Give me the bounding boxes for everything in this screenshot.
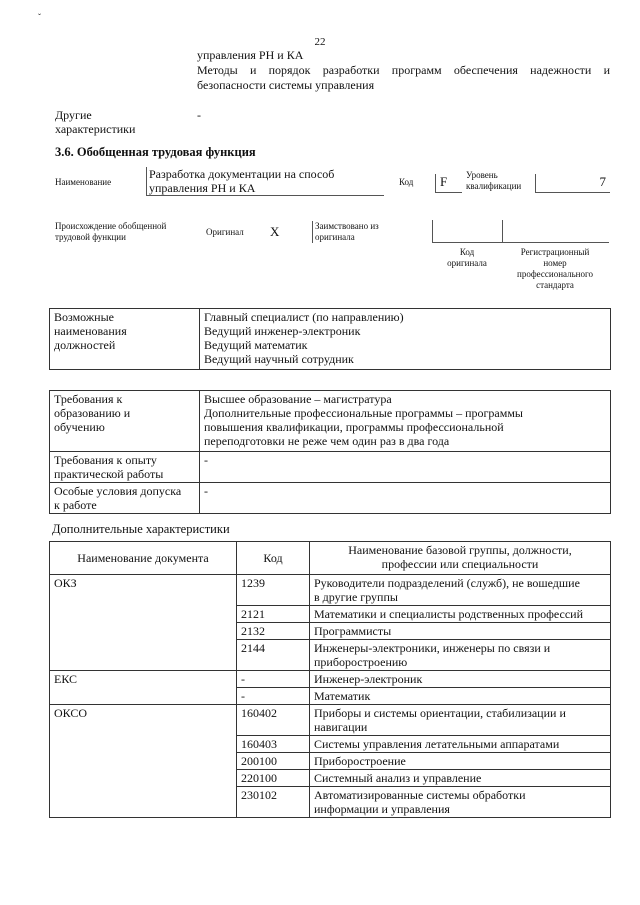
position-item: Ведущий научный сотрудник: [204, 352, 354, 366]
special-conditions-label: Особые условия допуска к работе: [50, 483, 200, 514]
additional-table: [49, 541, 611, 818]
code-value: F: [435, 174, 462, 193]
experience-value: -: [200, 452, 611, 483]
row-code: -: [237, 671, 310, 688]
row-name: Математик: [310, 688, 611, 705]
position-item: Ведущий математик: [204, 338, 308, 352]
origin-label: Происхождение обобщенной трудовой функции: [55, 221, 167, 242]
original-code-caption: Код оригинала: [447, 247, 487, 268]
positions-list: [200, 309, 611, 370]
position-item: Ведущий инженер-электроник: [204, 324, 361, 338]
col-header-code: Код: [237, 542, 310, 575]
row-name: Системы управления летательными аппаратами: [310, 736, 611, 753]
row-code: 230102: [237, 787, 310, 818]
function-name-value: Разработка документации на способ управления РН и КА: [146, 167, 384, 196]
original-mark: X: [270, 224, 280, 239]
registration-number-caption: Регистрационный номер профессионального стандарта: [517, 247, 593, 290]
row-code: 2132: [237, 623, 310, 640]
registration-number-box: [502, 220, 609, 243]
col-header-document: Наименование документа: [50, 542, 237, 575]
other-characteristics-label: Другие характеристики: [55, 108, 136, 136]
row-name: Инженеры-электроники, инженеры по связи и приборостроению: [310, 640, 611, 671]
doc-eks: ЕКС: [50, 671, 237, 705]
name-label: Наименование: [55, 177, 112, 187]
continuation-line-2: Методы и порядок разработки программ обеспечения надежности и безопасности системы управления: [197, 63, 610, 92]
level-label: Уровень квалификации: [466, 170, 522, 191]
table-row: [50, 705, 611, 736]
borrowed-label: Заимствовано из оригинала: [312, 221, 435, 243]
row-name: Приборы и системы ориентации, стабилизации и навигации: [310, 705, 611, 736]
scan-speck: ˇ: [38, 12, 41, 22]
additional-title: Дополнительные характеристики: [52, 522, 230, 536]
row-code: 2121: [237, 606, 310, 623]
col-header-name: Наименование базовой группы, должности, профессии или специальности: [310, 542, 611, 575]
row-name: Математики и специалисты родственных профессий: [310, 606, 611, 623]
row-code: -: [237, 688, 310, 705]
row-name: Приборостроение: [310, 753, 611, 770]
special-conditions-value: -: [200, 483, 611, 514]
continuation-line-1: управления РН и КА: [197, 48, 304, 62]
requirements-table: [49, 390, 611, 514]
row-name: Инженер-электроник: [310, 671, 611, 688]
original-label: Оригинал: [206, 227, 244, 237]
position-item: Главный специалист (по направлению): [204, 310, 404, 324]
row-code: 2144: [237, 640, 310, 671]
original-code-box: [432, 220, 503, 243]
table-row: [50, 671, 611, 688]
education-value: Высшее образование – магистратура Дополнительные профессиональные программы – программы повышения квалификации, программы профессиональной переподготовки не реже чем один раз в два года: [200, 391, 611, 452]
level-value: 7: [535, 174, 610, 193]
code-label: Код: [399, 177, 414, 187]
row-code: 1239: [237, 575, 310, 606]
positions-table: [49, 308, 611, 370]
row-code: 200100: [237, 753, 310, 770]
experience-label: Требования к опыту практической работы: [50, 452, 200, 483]
other-characteristics-value: -: [197, 108, 201, 122]
row-name: Руководители подразделений (служб), не вошедшие в другие группы: [310, 575, 611, 606]
row-name: Системный анализ и управление: [310, 770, 611, 787]
education-label: Требования к образованию и обучению: [50, 391, 200, 452]
row-code: 160403: [237, 736, 310, 753]
row-code: 220100: [237, 770, 310, 787]
positions-label: Возможные наименования должностей: [50, 309, 200, 370]
table-row: [50, 575, 611, 606]
doc-okz: ОКЗ: [50, 575, 237, 671]
section-title: 3.6. Обобщенная трудовая функция: [55, 145, 256, 159]
row-name: Автоматизированные системы обработки информации и управления: [310, 787, 611, 818]
row-name: Программисты: [310, 623, 611, 640]
doc-okso: ОКСО: [50, 705, 237, 818]
continuation-text: [197, 48, 610, 93]
page-number: 22: [314, 36, 326, 48]
row-code: 160402: [237, 705, 310, 736]
